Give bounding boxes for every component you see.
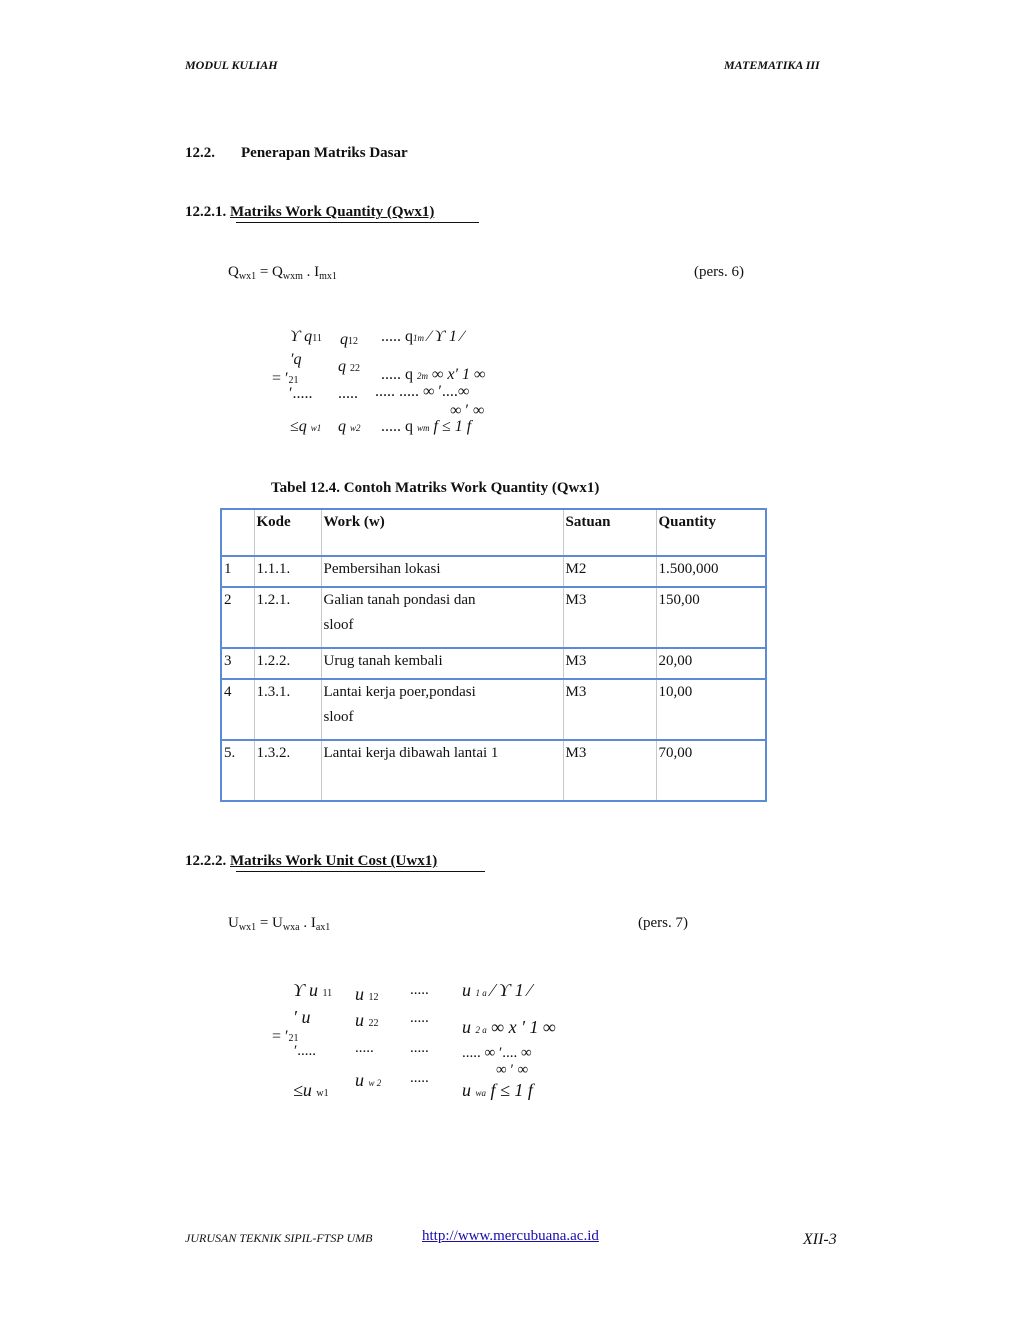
cell-no: 4 [221,679,254,740]
table-row [221,648,766,679]
cell-no: 2 [221,587,254,648]
cell-work: Galian tanah pondasi dan sloof [321,587,563,648]
equation-6: $Q_{wx1} = Q_{wxm}$ . $I_{mx1}$ [228,264,337,282]
col-header-no [221,509,254,556]
equation-6-number: (pers. 6) [694,264,744,280]
cell-no: 1 [221,556,254,587]
table-header-row [221,509,766,556]
cell-quantity: 150,00 [656,587,766,648]
col-header-quantity: Quantity [656,509,766,556]
cell-quantity: 10,00 [656,679,766,740]
page-number: XII-3 [803,1231,837,1248]
cell-work: Lantai kerja poer,pondasi sloof [321,679,563,740]
subsection-2-title [185,853,437,870]
col-header-kode: Kode [254,509,321,556]
cell-satuan: M3 [563,648,656,679]
work-quantity-table [220,508,767,802]
cell-kode: 1.3.1. [254,679,321,740]
section-title: Penerapan Matriks Dasar [241,145,408,161]
cell-satuan: M3 [563,740,656,801]
cell-work: Pembersihan lokasi [321,556,563,587]
header-right: MATEMATIKA III [724,58,820,72]
col-header-satuan: Satuan [563,509,656,556]
cell-quantity: 70,00 [656,740,766,801]
footer-department: JURUSAN TEKNIK SIPIL-FTSP UMB [185,1231,373,1245]
table-caption: Tabel 12.4. Contoh Matriks Work Quantity (Qwx1) [271,480,600,496]
subsection-1-title [185,204,434,221]
subsection-2-number: 12.2.2. [185,853,227,869]
section-number: 12.2. [185,145,215,161]
matrix-q: ϒ q11 q12 ..... q1m ⁄ ϒ 1 ⁄ ′q q 22 ..... q 2m ∞ x′ 1 ∞ = ′21 ′..... ..... ..... ..... ∞ ′....∞ ∞ ′ ∞ ≤q w1 q w2 ..... q wm f ≤ 1 f [272,328,486,435]
cell-quantity: 20,00 [656,648,766,679]
header-left: MODUL KULIAH [185,58,278,72]
equation-7-number: (pers. 7) [638,915,688,931]
subsection-2-label: Matriks Work Unit Cost (Uwx1) [230,853,438,869]
matrix-u: ϒ u 11 u 12 ..... u 1 a ⁄ ϒ 1 ⁄ ′ u u 22 ..... u 2 a ∞ x ′ 1 ∞ = ′21 ′..... ..... ..... ..... ∞ ′.... ∞ ∞ ′ ∞ ≤u w1 u w 2 ..... u wa f ≤ 1 f [272,980,556,1100]
cell-no: 3 [221,648,254,679]
cell-satuan: M3 [563,587,656,648]
cell-kode: 1.2.2. [254,648,321,679]
underline-rule [236,222,479,223]
underline-rule [236,871,485,872]
cell-satuan: M2 [563,556,656,587]
table-row [221,740,766,801]
table-row [221,587,766,648]
col-header-work: Work (w) [321,509,563,556]
footer-website-link[interactable]: http://www.mercubuana.ac.id [422,1228,599,1244]
subsection-1-label: Matriks Work Quantity (Qwx1) [230,204,435,220]
table-row [221,556,766,587]
equation-7: $U_{wx1} = U_{wxa}$ . $I_{ax1}$ [228,915,331,933]
cell-work: Urug tanah kembali [321,648,563,679]
cell-quantity: 1.500,000 [656,556,766,587]
cell-work: Lantai kerja dibawah lantai 1 [321,740,563,801]
subsection-1-number: 12.2.1. [185,204,227,220]
cell-kode: 1.3.2. [254,740,321,801]
cell-kode: 1.1.1. [254,556,321,587]
table-row [221,679,766,740]
cell-satuan: M3 [563,679,656,740]
cell-no: 5. [221,740,254,801]
cell-kode: 1.2.1. [254,587,321,648]
